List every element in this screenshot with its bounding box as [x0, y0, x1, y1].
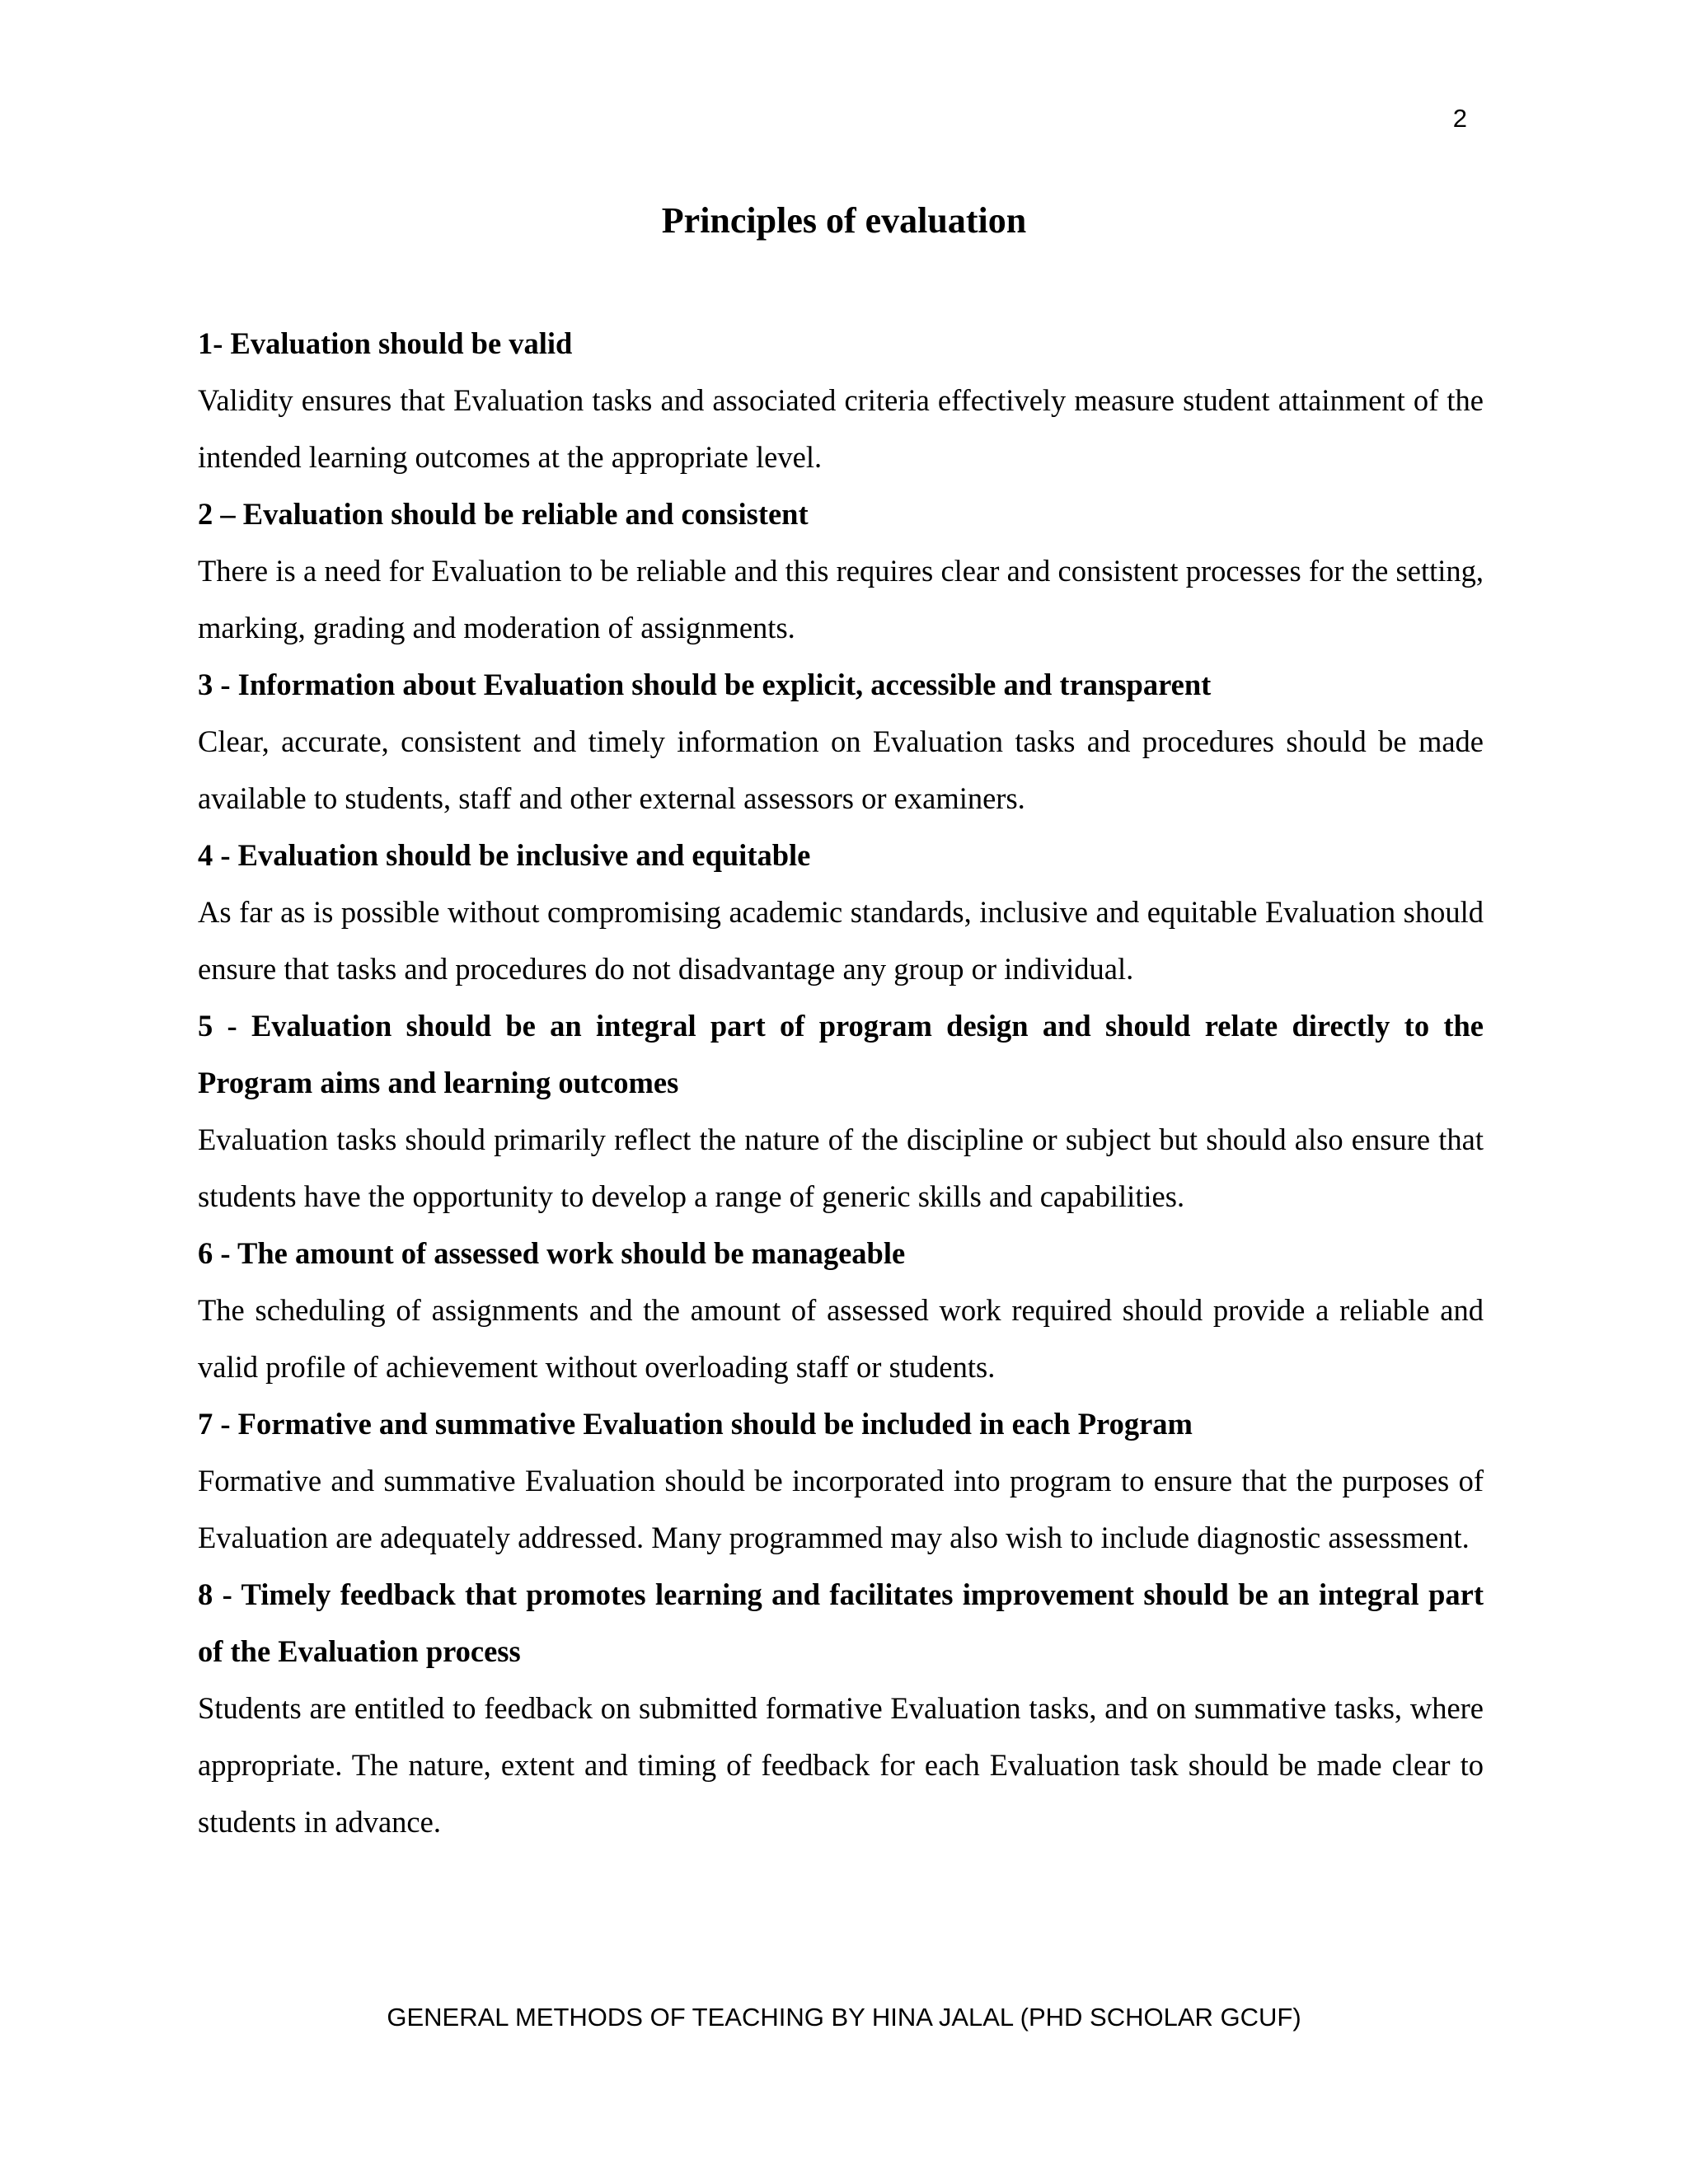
principle-3-heading: 3 - Information about Evaluation should be explicit, accessible and transparent — [198, 668, 1212, 701]
principle-6-body: The scheduling of assignments and the amount of assessed work required should provide a reliable and valid profile of achievement without overloading staff or students. — [198, 1293, 1484, 1384]
principle-4-body: As far as is possible without compromising academic standards, inclusive and equitable Evaluation should ensure that tasks and procedures do not disadvantage any group or individual. — [198, 895, 1484, 986]
principle-8-heading: 8 - Timely feedback that promotes learning and facilitates improvement should be an integral part of the Evaluation process — [198, 1577, 1484, 1668]
principles-list — [198, 315, 1484, 1850]
principle-3-body: Clear, accurate, consistent and timely information on Evaluation tasks and procedures should be made available to students, staff and other external assessors or examiners. — [198, 724, 1484, 815]
principle-6-heading: 6 - The amount of assessed work should be manageable — [198, 1236, 906, 1270]
page-number: 2 — [1452, 104, 1467, 133]
principle-1-body: Validity ensures that Evaluation tasks and associated criteria effectively measure student attainment of the intended learning outcomes at the appropriate level. — [198, 383, 1484, 474]
page-footer: GENERAL METHODS OF TEACHING BY HINA JALAL (PHD SCHOLAR GCUF) — [387, 2003, 1301, 2032]
principle-5-body: Evaluation tasks should primarily reflect the nature of the discipline or subject but should also ensure that students have the opportunity to develop a range of generic skills and capabilities. — [198, 1122, 1484, 1213]
principle-2-body: There is a need for Evaluation to be reliable and this requires clear and consistent processes for the setting, marking, grading and moderation of assignments. — [198, 554, 1484, 644]
principle-2-heading: 2 – Evaluation should be reliable and consistent — [198, 497, 809, 531]
principle-4-heading: 4 - Evaluation should be inclusive and equitable — [198, 838, 811, 872]
principle-7-body: Formative and summative Evaluation should be incorporated into program to ensure that the purposes of Evaluation are adequately addressed. Many programmed may also wish to include diagnostic assessment. — [198, 1464, 1484, 1554]
principle-7-heading: 7 - Formative and summative Evaluation should be included in each Program — [198, 1407, 1193, 1441]
principle-1-heading: 1- Evaluation should be valid — [198, 326, 573, 360]
principle-5-heading: 5 - Evaluation should be an integral part of program design and should relate directly to the Program aims and learning outcomes — [198, 1009, 1484, 1099]
principle-8-body: Students are entitled to feedback on submitted formative Evaluation tasks, and on summative tasks, where appropriate. The nature, extent and timing of feedback for each Evaluation task should be made clear to students in advance. — [198, 1691, 1484, 1839]
page-title: Principles of evaluation — [661, 200, 1027, 241]
